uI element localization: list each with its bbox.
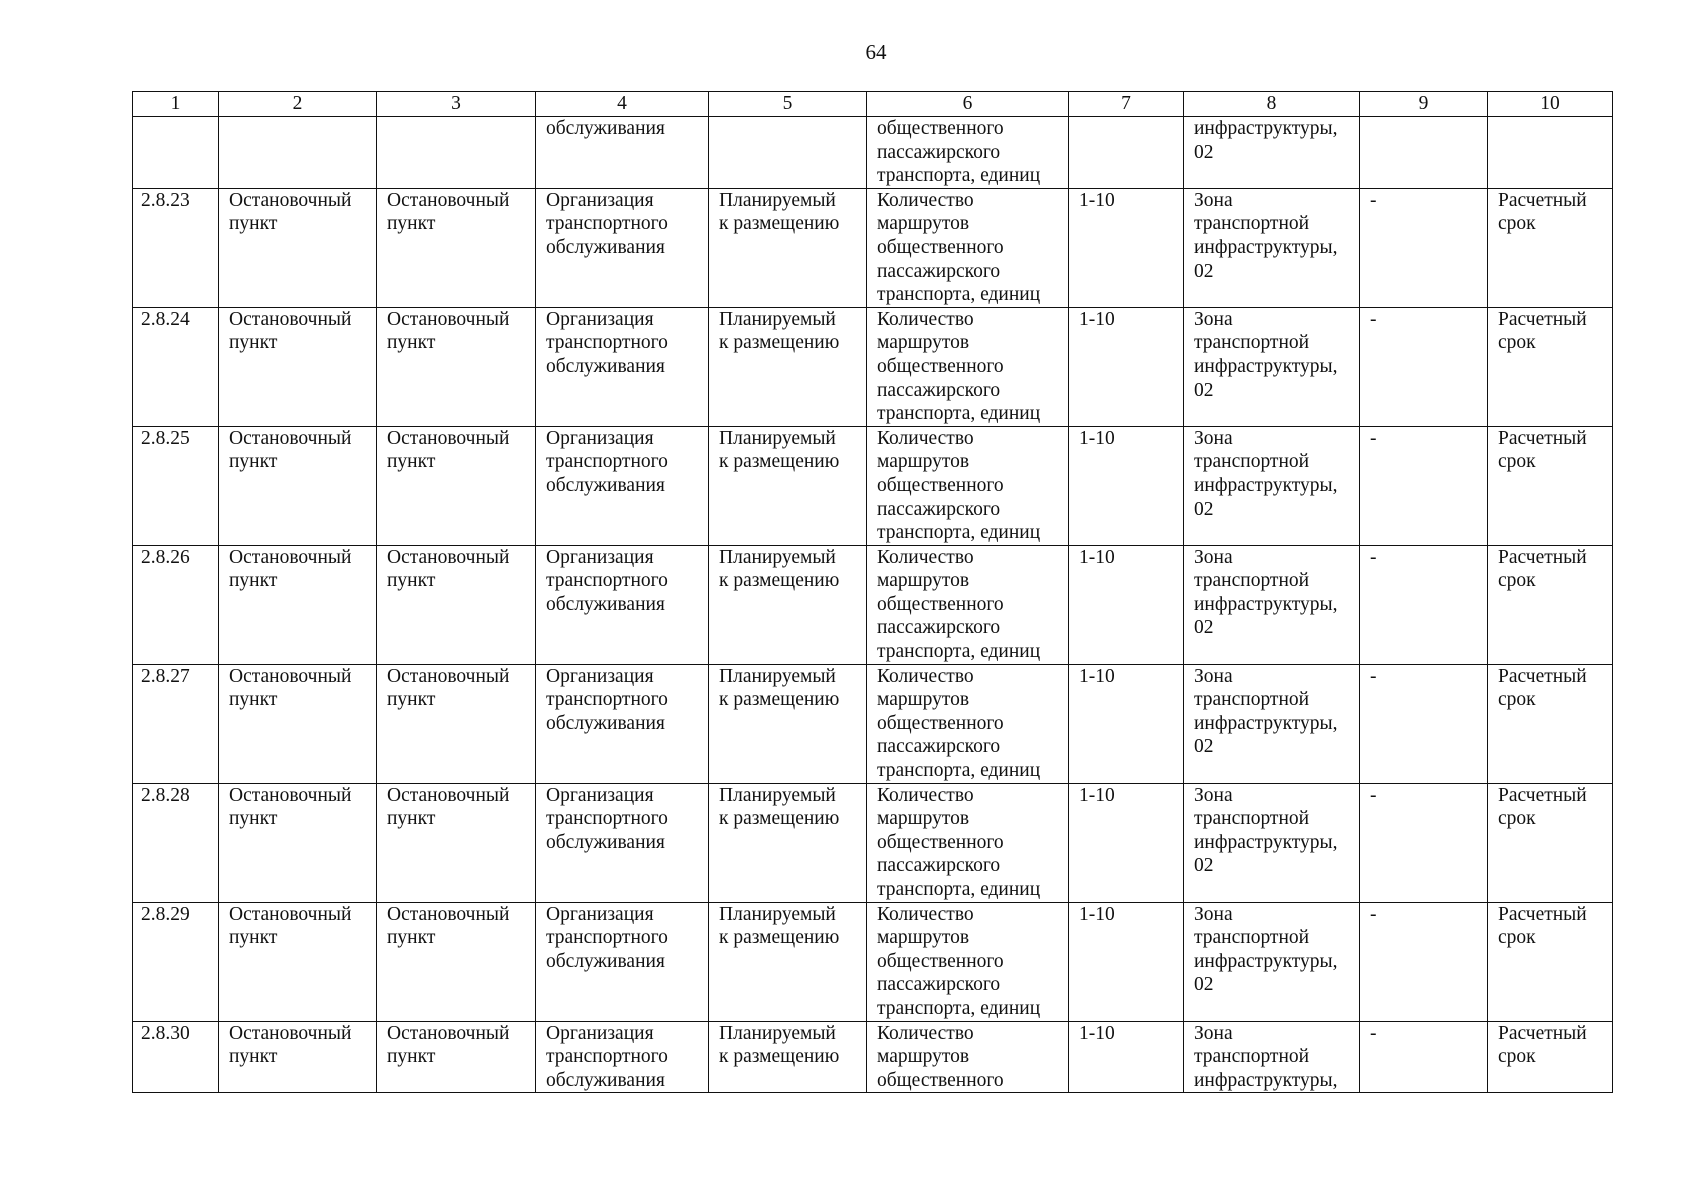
cell-line: пункт [387, 689, 436, 711]
cell-line: пункт [387, 451, 436, 473]
cell-line: пункт [229, 570, 278, 592]
cell-line: маршрутов [877, 213, 970, 235]
column-header-6: 6 [867, 92, 1069, 117]
table-cell [1488, 783, 1613, 902]
cell-line: пассажирского [877, 855, 1001, 877]
table-cell [1069, 117, 1184, 189]
cell-line: 1-10 [1079, 189, 1115, 211]
cell-line: Количество [877, 903, 974, 925]
column-header-3: 3 [377, 92, 536, 117]
cell-line: транспортного [546, 451, 668, 473]
table-cell [377, 426, 536, 545]
cell-line: пункт [387, 808, 436, 830]
cell-line: инфраструктуры, [1194, 712, 1338, 734]
row-number-cell: 2.8.24 [133, 307, 219, 426]
cell-line: инфраструктуры, [1194, 593, 1338, 615]
cell-line: Остановочный [229, 784, 352, 806]
cell-line: инфраструктуры, [1194, 831, 1338, 853]
cell-line: Остановочный [387, 308, 510, 330]
cell-line: Количество [877, 308, 974, 330]
cell-line: 02 [1194, 260, 1214, 282]
cell-line: транспортной [1194, 927, 1310, 949]
cell-line: общественного [877, 118, 1004, 139]
cell-line: пассажирского [877, 498, 1001, 520]
table-cell [1069, 783, 1184, 902]
table-cell [709, 545, 867, 664]
table-cell [536, 188, 709, 307]
cell-line: Планируемый [719, 308, 836, 330]
cell-line: пункт [387, 213, 436, 235]
cell-line: Зона [1194, 903, 1233, 925]
row-number-cell: 2.8.29 [133, 902, 219, 1021]
table-cell [1069, 426, 1184, 545]
cell-line: транспортной [1194, 451, 1310, 473]
cell-line: - [1370, 308, 1377, 330]
table-cell [219, 117, 377, 189]
table-cell [536, 902, 709, 1021]
cell-line: Планируемый [719, 427, 836, 449]
cell-line: 1-10 [1079, 1022, 1115, 1044]
cell-line: к размещению [719, 927, 840, 949]
cell-line: общественного [877, 950, 1004, 972]
cell-line: обслуживания [546, 474, 665, 496]
cell-line: маршрутов [877, 808, 970, 830]
cell-line: Планируемый [719, 1022, 836, 1044]
table-cell [536, 117, 709, 189]
cell-line: к размещению [719, 213, 840, 235]
table-cell [377, 188, 536, 307]
table-cell [377, 545, 536, 664]
cell-line: обслуживания [546, 593, 665, 615]
table-cell [536, 1021, 709, 1093]
cell-line: Расчетный [1498, 903, 1587, 925]
row-number-cell: 2.8.30 [133, 1021, 219, 1093]
cell-line: транспорта, единиц [877, 403, 1041, 425]
table-cell [1488, 545, 1613, 664]
cell-line: инфраструктуры, [1194, 355, 1338, 377]
cell-line: маршрутов [877, 927, 970, 949]
cell-line: Количество [877, 427, 974, 449]
cell-line: срок [1498, 213, 1536, 235]
table-cell [1360, 426, 1488, 545]
cell-line: Остановочный [229, 546, 352, 568]
cell-line: Расчетный [1498, 189, 1587, 211]
row-number-cell: 2.8.27 [133, 664, 219, 783]
table-cell [219, 426, 377, 545]
cell-line: инфраструктуры, [1194, 1069, 1338, 1091]
table-cell [1184, 664, 1360, 783]
cell-line: Организация [546, 665, 654, 687]
table-cell [709, 902, 867, 1021]
cell-line: Планируемый [719, 903, 836, 925]
cell-line: Планируемый [719, 784, 836, 806]
table-cell [536, 426, 709, 545]
cell-line: транспорта, единиц [877, 879, 1041, 900]
cell-line: транспортного [546, 927, 668, 949]
table-cell [867, 664, 1069, 783]
cell-line: 02 [1194, 617, 1214, 639]
cell-line: 1-10 [1079, 546, 1115, 568]
cell-line: транспортной [1194, 332, 1310, 354]
cell-line: Остановочный [229, 903, 352, 925]
cell-line: пункт [387, 1046, 436, 1068]
table-cell [377, 902, 536, 1021]
cell-line: обслуживания [546, 236, 665, 258]
table-cell [219, 664, 377, 783]
table-cell [1184, 188, 1360, 307]
cell-line: - [1370, 665, 1377, 687]
column-header-8: 8 [1184, 92, 1360, 117]
table-cell [1360, 307, 1488, 426]
cell-line: Организация [546, 308, 654, 330]
table-cell [1360, 545, 1488, 664]
cell-line: 1-10 [1079, 427, 1115, 449]
cell-line: Остановочный [229, 308, 352, 330]
cell-line: Организация [546, 427, 654, 449]
cell-line: Количество [877, 546, 974, 568]
table-cell [1184, 117, 1360, 189]
cell-line: - [1370, 1022, 1377, 1044]
cell-line: обслуживания [546, 118, 665, 139]
column-header-9: 9 [1360, 92, 1488, 117]
table-cell [709, 188, 867, 307]
table-cell [867, 117, 1069, 189]
cell-line: 02 [1194, 498, 1214, 520]
cell-line: Остановочный [387, 784, 510, 806]
cell-line: транспортного [546, 213, 668, 235]
cell-line: срок [1498, 1046, 1536, 1068]
cell-line: Остановочный [229, 189, 352, 211]
row-number-cell: 2.8.26 [133, 545, 219, 664]
table-cell [1184, 307, 1360, 426]
cell-line: 02 [1194, 736, 1214, 758]
cell-line: общественного [877, 593, 1004, 615]
cell-line: пункт [229, 689, 278, 711]
cell-line: 1-10 [1079, 903, 1115, 925]
cell-line: пункт [229, 927, 278, 949]
cell-line: срок [1498, 689, 1536, 711]
cell-line: к размещению [719, 808, 840, 830]
cell-line: Остановочный [387, 189, 510, 211]
cell-line: пассажирского [877, 260, 1001, 282]
table-header-row [133, 92, 1613, 117]
column-header-1: 1 [133, 92, 219, 117]
cell-line: к размещению [719, 332, 840, 354]
cell-line: Остановочный [387, 546, 510, 568]
table-row [133, 545, 1613, 664]
row-number-cell: 2.8.23 [133, 188, 219, 307]
cell-line: инфраструктуры, [1194, 474, 1338, 496]
table-cell [1488, 1021, 1613, 1093]
cell-line: 02 [1194, 974, 1214, 996]
cell-line: транспорта, единиц [877, 997, 1041, 1019]
cell-line: срок [1498, 451, 1536, 473]
cell-line: Организация [546, 1022, 654, 1044]
cell-line: маршрутов [877, 451, 970, 473]
table-cell [1184, 545, 1360, 664]
table-cell [709, 426, 867, 545]
cell-line: обслуживания [546, 355, 665, 377]
cell-line: Зона [1194, 1022, 1233, 1044]
table-cell [536, 783, 709, 902]
cell-line: маршрутов [877, 570, 970, 592]
cell-line: транспортной [1194, 808, 1310, 830]
cell-line: 1-10 [1079, 784, 1115, 806]
cell-line: пассажирского [877, 617, 1001, 639]
cell-line: - [1370, 427, 1377, 449]
cell-line: обслуживания [546, 1069, 665, 1091]
cell-line: 1-10 [1079, 665, 1115, 687]
cell-line: Расчетный [1498, 308, 1587, 330]
table-cell [709, 307, 867, 426]
cell-line: общественного [877, 474, 1004, 496]
cell-line: пункт [229, 451, 278, 473]
cell-line: обслуживания [546, 950, 665, 972]
cell-line: пункт [229, 808, 278, 830]
table-row [133, 1021, 1613, 1093]
cell-line: Остановочный [387, 903, 510, 925]
cell-line: Зона [1194, 189, 1233, 211]
cell-line: транспортного [546, 570, 668, 592]
cell-line: - [1370, 546, 1377, 568]
cell-line: Расчетный [1498, 427, 1587, 449]
cell-line: обслуживания [546, 831, 665, 853]
table-cell [1184, 426, 1360, 545]
table-cell [867, 188, 1069, 307]
cell-line: Планируемый [719, 189, 836, 211]
table-row [133, 188, 1613, 307]
cell-line: Остановочный [229, 1022, 352, 1044]
cell-line: Остановочный [387, 1022, 510, 1044]
cell-line: транспортного [546, 808, 668, 830]
table-row [133, 783, 1613, 902]
cell-line: инфраструктуры, [1194, 118, 1338, 139]
table-row [133, 426, 1613, 545]
table-cell [1488, 426, 1613, 545]
table-cell [1069, 1021, 1184, 1093]
table-cell [709, 783, 867, 902]
cell-line: Организация [546, 784, 654, 806]
cell-line: Расчетный [1498, 1022, 1587, 1044]
table-cell [1069, 188, 1184, 307]
table-cell [709, 664, 867, 783]
cell-line: маршрутов [877, 689, 970, 711]
table-cell [1360, 902, 1488, 1021]
cell-line: Зона [1194, 784, 1233, 806]
cell-line: транспортной [1194, 689, 1310, 711]
column-header-5: 5 [709, 92, 867, 117]
cell-line: Организация [546, 189, 654, 211]
cell-line: 02 [1194, 855, 1214, 877]
table-cell [1488, 307, 1613, 426]
cell-line: 02 [1194, 141, 1214, 163]
cell-line: транспорта, единиц [877, 522, 1041, 544]
cell-line: пункт [387, 570, 436, 592]
cell-line: Организация [546, 546, 654, 568]
cell-line: к размещению [719, 1046, 840, 1068]
cell-line: транспортной [1194, 570, 1310, 592]
table-cell [536, 307, 709, 426]
row-number-cell: 2.8.25 [133, 426, 219, 545]
cell-line: транспорта, единиц [877, 165, 1041, 187]
cell-line: общественного [877, 712, 1004, 734]
table-cell [867, 545, 1069, 664]
column-header-2: 2 [219, 92, 377, 117]
cell-line: транспорта, единиц [877, 641, 1041, 663]
table-cell [536, 664, 709, 783]
table-cell [219, 545, 377, 664]
cell-line: пункт [387, 927, 436, 949]
cell-line: Количество [877, 665, 974, 687]
table-cell [1069, 902, 1184, 1021]
table-cell [1488, 117, 1613, 189]
table-cell [1184, 783, 1360, 902]
cell-line: срок [1498, 570, 1536, 592]
cell-line: маршрутов [877, 332, 970, 354]
table-cell [536, 545, 709, 664]
table-cell [377, 307, 536, 426]
cell-line: Расчетный [1498, 546, 1587, 568]
table-cell [1360, 188, 1488, 307]
cell-line: инфраструктуры, [1194, 950, 1338, 972]
cell-line: общественного [877, 1069, 1004, 1091]
table-cell [377, 664, 536, 783]
column-header-10: 10 [1488, 92, 1613, 117]
cell-line: - [1370, 903, 1377, 925]
table-cell [1360, 783, 1488, 902]
cell-line: транспортного [546, 1046, 668, 1068]
cell-line: транспортной [1194, 213, 1310, 235]
cell-line: пассажирского [877, 141, 1001, 163]
cell-line: - [1370, 189, 1377, 211]
cell-line: Остановочный [387, 665, 510, 687]
table-cell [377, 1021, 536, 1093]
cell-line: общественного [877, 831, 1004, 853]
table-cell [219, 783, 377, 902]
cell-line: Зона [1194, 308, 1233, 330]
row-number-cell: 2.8.28 [133, 783, 219, 902]
table-row [133, 664, 1613, 783]
cell-line: обслуживания [546, 712, 665, 734]
data-table [132, 91, 1613, 1093]
cell-line: Планируемый [719, 546, 836, 568]
table-cell [1069, 664, 1184, 783]
cell-line: Зона [1194, 546, 1233, 568]
cell-line: Расчетный [1498, 665, 1587, 687]
table-cell [867, 1021, 1069, 1093]
cell-line: пассажирского [877, 974, 1001, 996]
table-cell [219, 1021, 377, 1093]
cell-line: пассажирского [877, 379, 1001, 401]
cell-line: транспортного [546, 689, 668, 711]
cell-line: к размещению [719, 451, 840, 473]
cell-line: транспорта, единиц [877, 284, 1041, 306]
cell-line: транспорта, единиц [877, 760, 1041, 782]
table-cell [1360, 664, 1488, 783]
table-cell [219, 902, 377, 1021]
table-cell [709, 117, 867, 189]
cell-line: Количество [877, 1022, 974, 1044]
table-cell [377, 117, 536, 189]
cell-line: Расчетный [1498, 784, 1587, 806]
cell-line: транспортного [546, 332, 668, 354]
cell-line: 1-10 [1079, 308, 1115, 330]
cell-line: Планируемый [719, 665, 836, 687]
cell-line: Количество [877, 784, 974, 806]
table-cell [1488, 188, 1613, 307]
cell-line: пункт [229, 332, 278, 354]
cell-line: Организация [546, 903, 654, 925]
table-cell [1069, 545, 1184, 664]
cell-line: транспортной [1194, 1046, 1310, 1068]
table-cell [1184, 1021, 1360, 1093]
table-cell [867, 426, 1069, 545]
cell-line: срок [1498, 332, 1536, 354]
table-cell [709, 1021, 867, 1093]
cell-line: - [1370, 784, 1377, 806]
cell-line: 02 [1194, 379, 1214, 401]
cell-line: пассажирского [877, 736, 1001, 758]
table-cell [1184, 902, 1360, 1021]
cell-line: маршрутов [877, 1046, 970, 1068]
table-cell [1488, 664, 1613, 783]
table-row [133, 902, 1613, 1021]
table-cell [219, 307, 377, 426]
table-row-continuation [133, 117, 1613, 189]
table-cell [377, 783, 536, 902]
cell-line: пункт [229, 213, 278, 235]
column-header-4: 4 [536, 92, 709, 117]
cell-line: срок [1498, 927, 1536, 949]
column-header-7: 7 [1069, 92, 1184, 117]
cell-line: Остановочный [229, 427, 352, 449]
table-cell [1069, 307, 1184, 426]
cell-line: пункт [387, 332, 436, 354]
table-cell [867, 783, 1069, 902]
table-cell [133, 117, 219, 189]
table-cell [1360, 1021, 1488, 1093]
cell-line: пункт [229, 1046, 278, 1068]
table-cell [1488, 902, 1613, 1021]
cell-line: к размещению [719, 570, 840, 592]
cell-line: инфраструктуры, [1194, 236, 1338, 258]
cell-line: Зона [1194, 665, 1233, 687]
table-cell [1360, 117, 1488, 189]
cell-line: срок [1498, 808, 1536, 830]
table-row [133, 307, 1613, 426]
cell-line: Зона [1194, 427, 1233, 449]
table-body [133, 117, 1613, 1093]
page-number: 64 [865, 40, 887, 64]
cell-line: Остановочный [387, 427, 510, 449]
table-cell [219, 188, 377, 307]
cell-line: Остановочный [229, 665, 352, 687]
cell-line: общественного [877, 355, 1004, 377]
table-cell [867, 307, 1069, 426]
table-cell [867, 902, 1069, 1021]
cell-line: к размещению [719, 689, 840, 711]
cell-line: Количество [877, 189, 974, 211]
cell-line: общественного [877, 236, 1004, 258]
